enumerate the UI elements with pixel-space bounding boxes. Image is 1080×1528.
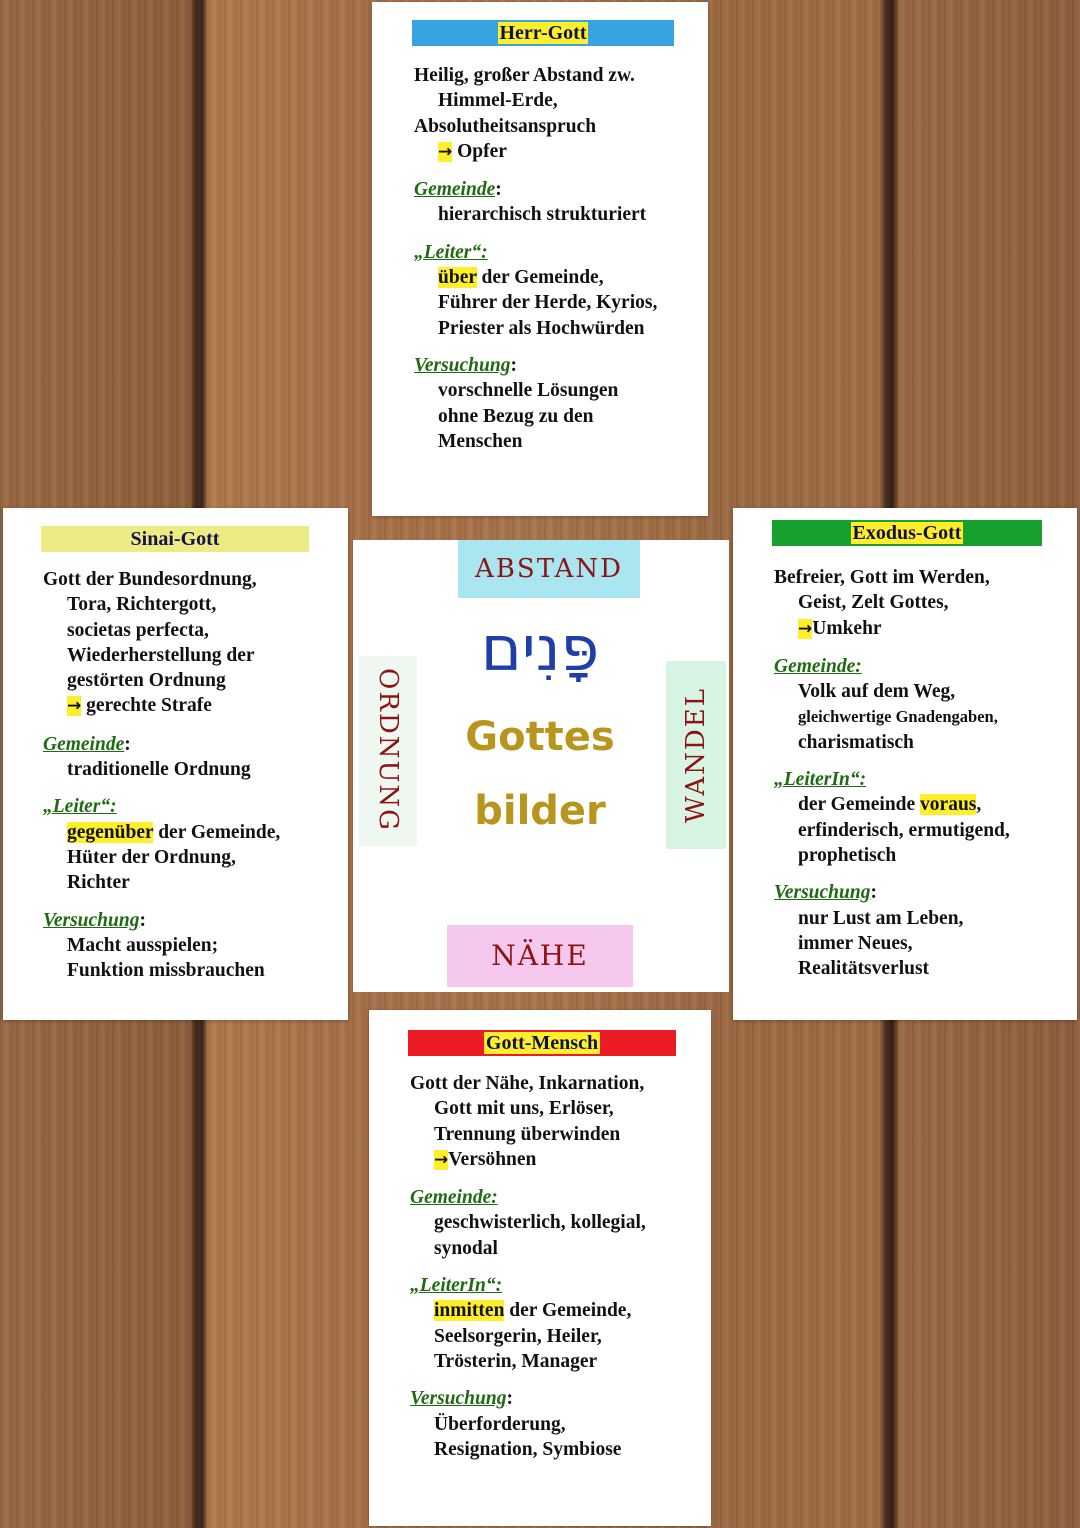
text-span: der Gemeinde,: [509, 1300, 632, 1322]
text-line: der Gemeinde voraus,: [798, 794, 982, 816]
section-label: Gemeinde: [414, 179, 496, 201]
text-line: hierarchisch strukturiert: [438, 204, 647, 226]
section-label: Versuchung: [43, 909, 140, 931]
text-line: Hüter der Ordnung,: [67, 846, 236, 868]
section-versuchung: Versuchung:: [410, 1388, 513, 1410]
section-label: Versuchung: [410, 1388, 507, 1410]
text-line: Menschen: [438, 430, 523, 452]
section-label: Versuchung: [414, 354, 511, 376]
text-line: Tora, Richtergott,: [67, 594, 217, 616]
text-line: [410, 1147, 646, 1173]
section-versuchung: Versuchung:: [43, 909, 146, 931]
text-line: nur Lust am Leben,: [798, 907, 964, 929]
title-text: Gott-Mensch: [485, 1032, 599, 1054]
section-gemeinde: [410, 1185, 646, 1210]
text-line: Befreier, Gott im Werden,: [774, 567, 990, 588]
text-line: Trennung überwinden: [434, 1123, 621, 1145]
card-exodus-gott: [733, 508, 1077, 1020]
arrow-text: Versöhnen: [448, 1148, 537, 1170]
section-leiter: [774, 767, 1010, 792]
title-text: Herr-Gott: [499, 22, 587, 44]
arrow-text: Umkehr: [812, 617, 882, 639]
text-line: Gott der Bundesordnung,: [43, 569, 257, 590]
section-label: Gemeinde:: [774, 655, 862, 677]
card-body: [774, 565, 1010, 981]
section-versuchung: Versuchung:: [414, 354, 517, 376]
section-label: Versuchung: [774, 882, 871, 904]
text-line: Heilig, großer Abstand zw.: [414, 65, 635, 86]
highlight-word: gegenüber: [67, 821, 154, 843]
highlight-word: voraus: [920, 794, 977, 816]
text-line: [414, 265, 657, 290]
card-body: [410, 1071, 646, 1462]
text-line: Himmel-Erde,: [438, 90, 558, 112]
text-line: Trösterin, Manager: [434, 1350, 598, 1372]
card-body: [43, 567, 280, 983]
section-leiter: [414, 240, 657, 265]
text-line: Macht ausspielen;: [67, 934, 219, 956]
section-label: „LeiterIn“:: [774, 769, 867, 791]
center-title-line-1: Gottes: [465, 714, 615, 760]
card-gott-mensch: [369, 1010, 711, 1526]
text-line: synodal: [434, 1237, 498, 1259]
text-span: der Gemeinde,: [158, 821, 281, 843]
label-naehe: NÄHE: [447, 925, 633, 987]
card-title-exodus-gott: [772, 520, 1042, 546]
label-abstand: ABSTAND: [458, 540, 640, 598]
text-line: Funktion missbrauchen: [67, 960, 265, 982]
label-ordnung: ORDNUNG: [373, 668, 403, 832]
text-line: vorschnelle Lösungen: [438, 380, 619, 402]
section-label: „Leiter“:: [43, 796, 117, 818]
section-label: „LeiterIn“:: [410, 1275, 503, 1297]
arrow-text: Opfer: [457, 140, 507, 162]
text-line: prophetisch: [798, 844, 897, 866]
section-gemeinde: [774, 654, 1010, 679]
text-line: [43, 820, 280, 845]
arrow-right-icon: →: [798, 618, 813, 639]
text-line: Resignation, Symbiose: [434, 1438, 622, 1460]
card-body: [414, 63, 657, 454]
card-herr-gott: [372, 2, 708, 516]
arrow-text: gerechte Strafe: [86, 695, 212, 717]
text-line: Führer der Herde, Kyrios,: [438, 292, 658, 314]
text-line: geschwisterlich, kollegial,: [434, 1212, 646, 1234]
text-span: der Gemeinde,: [481, 267, 604, 289]
text-line: Volk auf dem Weg,: [798, 681, 956, 703]
text-line: erfinderisch, ermutigend,: [798, 819, 1010, 841]
text-line: [774, 616, 1010, 642]
text-line: gestörten Ordnung: [67, 670, 226, 692]
text-line: Absolutheitsanspruch: [414, 115, 597, 137]
text-line: Priester als Hochwürden: [438, 317, 645, 339]
section-versuchung: Versuchung:: [774, 882, 877, 904]
text-line: [414, 139, 657, 165]
highlight-word: über: [438, 267, 477, 289]
section-leiter: [43, 794, 280, 819]
center-title-line-2: bilder: [474, 788, 606, 834]
text-line: societas perfecta,: [67, 619, 209, 641]
card-title-herr-gott: [412, 20, 674, 46]
section-label: „Leiter“:: [414, 241, 488, 263]
text-line: Richter: [67, 872, 130, 894]
text-line: Gott der Nähe, Inkarnation,: [410, 1073, 645, 1094]
section-label: Gemeinde: [43, 733, 125, 755]
text-line: Gott mit uns, Erlöser,: [434, 1098, 614, 1120]
title-text: Exodus-Gott: [852, 522, 962, 544]
section-gemeinde: Gemeinde:: [414, 179, 502, 201]
text-span: der Gemeinde: [798, 794, 916, 816]
card-sinai-gott: [3, 508, 348, 1020]
text-line: charismatisch: [798, 731, 914, 753]
section-leiter: [410, 1273, 646, 1298]
hebrew-word: פָּנִים: [480, 612, 600, 685]
title-text: Sinai-Gott: [130, 528, 220, 550]
text-line: immer Neues,: [798, 932, 913, 954]
text-line: [410, 1298, 646, 1323]
highlight-word: inmitten: [434, 1300, 505, 1322]
section-gemeinde: Gemeinde:: [43, 733, 131, 755]
label-wandel: WANDEL: [681, 686, 711, 824]
text-line: gleichwertige Gnadengaben,: [798, 707, 998, 727]
card-title-gott-mensch: [408, 1030, 676, 1056]
text-line: [43, 693, 280, 719]
arrow-right-icon: →: [434, 1149, 449, 1170]
arrow-right-icon: →: [438, 141, 453, 162]
card-title-sinai-gott: [41, 526, 309, 552]
arrow-right-icon: →: [67, 696, 82, 717]
section-label: Gemeinde:: [410, 1187, 498, 1209]
text-line: Realitätsverlust: [798, 958, 930, 980]
text-line: Wiederherstellung der: [67, 644, 255, 666]
text-line: traditionelle Ordnung: [67, 759, 251, 781]
text-line: Seelsorgerin, Heiler,: [434, 1325, 602, 1347]
text-line: ohne Bezug zu den: [438, 405, 594, 427]
text-line: Geist, Zelt Gottes,: [798, 592, 949, 614]
text-line: Überforderung,: [434, 1413, 566, 1435]
